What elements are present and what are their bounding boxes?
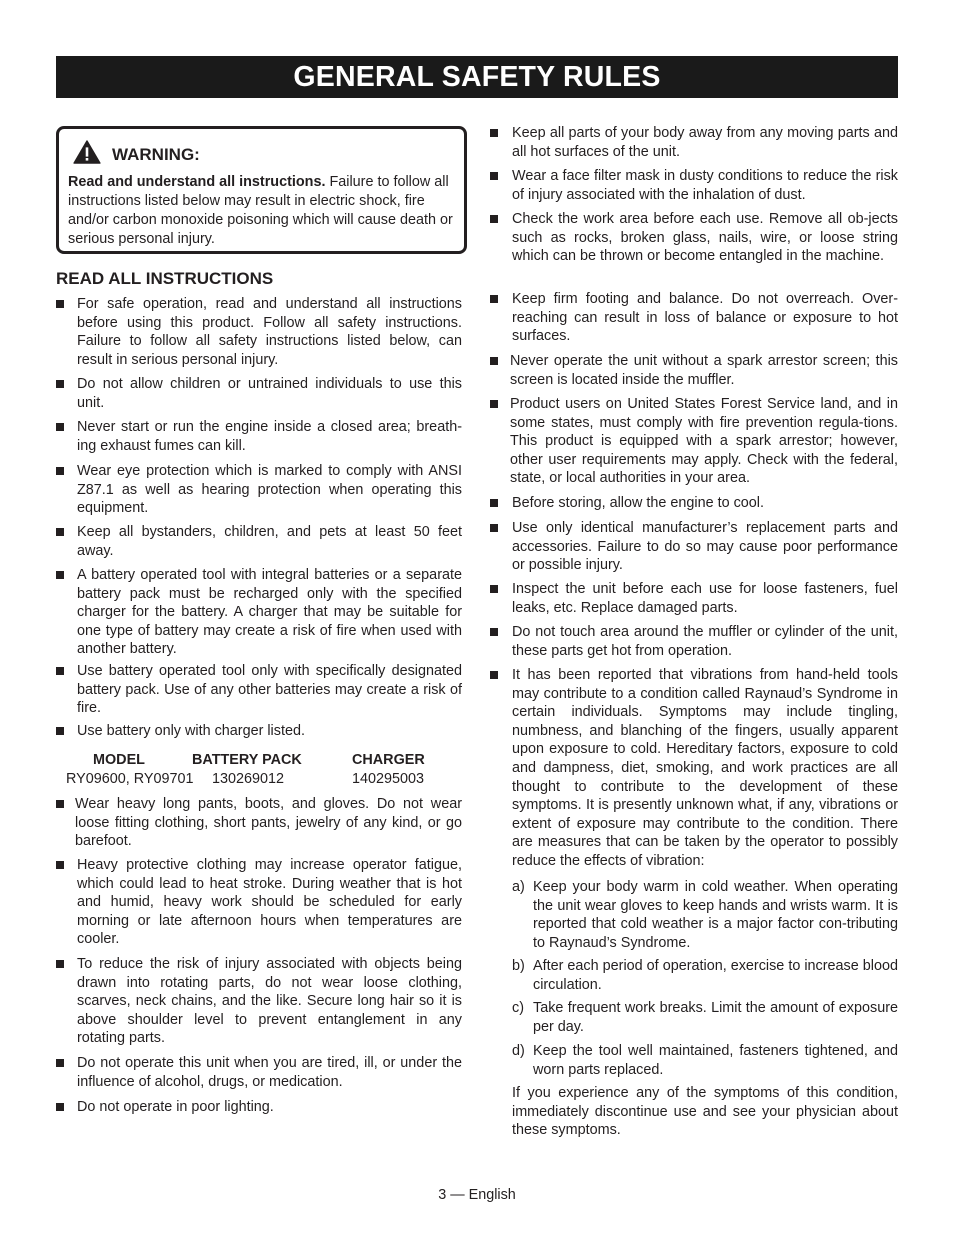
bullet-square-icon bbox=[56, 467, 64, 475]
sub-list-text: Keep the tool well maintained, fasteners tightened, and worn parts replaced. bbox=[533, 1043, 898, 1078]
list-item: Wear heavy long pants, boots, and gloves. Do not wear loose fitting clothing, short pants, jewelry of any kind, or go barefoot. bbox=[56, 795, 462, 851]
warning-title: WARNING: bbox=[112, 145, 200, 164]
list-item: Keep firm footing and balance. Do not overreach. Over-reaching can result in loss of balance or exposure to hot surfaces. bbox=[490, 290, 898, 346]
section-heading: READ ALL INSTRUCTIONS bbox=[56, 269, 274, 288]
sub-list-label: c) bbox=[512, 1000, 524, 1016]
list-item: Product users on United States Forest Service land, and in some states, must comply with fire prevention regula-tions. This product is equipped with a spark arrestor; however, other user requirements may apply. Check with the federal, state, or local authorities in your area. bbox=[490, 395, 898, 488]
sub-list-item bbox=[512, 999, 898, 1036]
table-cell-charger: 140295003 bbox=[352, 771, 425, 787]
bullet-square-icon bbox=[490, 499, 498, 507]
bullet-square-icon bbox=[56, 423, 64, 431]
sub-list-item bbox=[512, 957, 898, 994]
bullet-square-icon bbox=[490, 585, 498, 593]
sub-list-label: a) bbox=[512, 879, 525, 895]
sub-list-label: b) bbox=[512, 958, 525, 974]
bullet-square-icon bbox=[490, 671, 498, 679]
bullet-square-icon bbox=[490, 172, 498, 180]
list-item: For safe operation, read and understand all instructions before using this product. Follow all safety instructions. Failure to follow all safety instructions listed below, can result in serious personal injury. bbox=[56, 295, 462, 369]
warning-box bbox=[56, 126, 467, 254]
page-footer: 3 — English bbox=[438, 1187, 516, 1203]
sub-list-text: Keep your body warm in cold weather. When operating the unit wear gloves to keep hands and wrists warm. It is reported that cold weather is a major factor con-tributing to Raynaud’s Syndrome. bbox=[533, 879, 898, 951]
warning-bold-text: Read and understand all instructions. bbox=[68, 174, 326, 190]
list-item: Use battery only with charger listed. bbox=[56, 722, 462, 741]
closing-paragraph: If you experience any of the symptoms of this condition, immediately discontinue use and see your physician about these symptoms. bbox=[512, 1085, 898, 1139]
table-cell-model: RY09600, RY09701 bbox=[66, 771, 194, 787]
list-item: Keep all parts of your body away from any moving parts and all hot surfaces of the unit. bbox=[490, 124, 898, 161]
list-item: A battery operated tool with integral batteries or a separate battery pack must be recharged only with the specified charger for the battery. A charger that may be suitable for one type of battery may create a risk of fire when used with another battery. bbox=[56, 566, 462, 659]
list-item: Do not operate this unit when you are tired, ill, or under the influence of alcohol, drugs, or medication. bbox=[56, 1054, 462, 1091]
bullet-square-icon bbox=[56, 800, 64, 808]
list-item: Do not operate in poor lighting. bbox=[56, 1098, 462, 1117]
list-item: Use only identical manufacturer’s replacement parts and accessories. Failure to do so may cause poor performance or possible injury. bbox=[490, 519, 898, 575]
sub-list-item bbox=[512, 1042, 898, 1079]
sub-list-label: d) bbox=[512, 1043, 525, 1059]
bullet-square-icon bbox=[56, 727, 64, 735]
list-item: Keep all bystanders, children, and pets at least 50 feet away. bbox=[56, 523, 462, 560]
bullet-square-icon bbox=[490, 628, 498, 636]
warning-text bbox=[68, 173, 454, 249]
list-item: It has been reported that vibrations from hand-held tools may contribute to a condition called Raynaud’s Syndrome in certain individuals. Symptoms may include tingling, numbness, and blanching of the fingers, usually apparent upon exposure to cold. Hereditary factors, exposure to cold and dampness, diet, smoking, and work practices are all thought to contribute to the development of these symptoms. It is presently unknown what, if any, vibrations or extent of exposure may contribute to the condition. There are measures that can be taken by the operator to possibly reduce the effects of vibration: bbox=[490, 666, 898, 871]
warning-triangle-icon bbox=[72, 140, 102, 164]
bullet-square-icon bbox=[56, 1103, 64, 1111]
list-item: Do not touch area around the muffler or cylinder of the unit, these parts get hot from operation. bbox=[490, 623, 898, 660]
table-header-battery-pack: BATTERY PACK bbox=[192, 752, 302, 768]
bullet-square-icon bbox=[490, 215, 498, 223]
list-item: Never start or run the engine inside a closed area; breath-ing exhaust fumes can kill. bbox=[56, 418, 462, 455]
bullet-square-icon bbox=[56, 667, 64, 675]
list-item: To reduce the risk of injury associated with objects being drawn into rotating parts, do not wear loose clothing, scarves, neck chains, and the like. Secure long hair so it is above shoulder level to prevent entanglement in any rotating parts. bbox=[56, 955, 462, 1048]
bullet-square-icon bbox=[56, 380, 64, 388]
bullet-square-icon bbox=[56, 528, 64, 536]
list-item: Before storing, allow the engine to cool. bbox=[490, 494, 898, 513]
bullet-square-icon bbox=[56, 300, 64, 308]
bullet-square-icon bbox=[56, 861, 64, 869]
list-item: Wear a face filter mask in dusty conditions to reduce the risk of injury associated with the inhalation of dust. bbox=[490, 167, 898, 204]
warning-header bbox=[68, 142, 454, 168]
bullet-square-icon bbox=[490, 400, 498, 408]
bullet-square-icon bbox=[490, 357, 498, 365]
list-item: Use battery operated tool only with specifically designated battery pack. Use of any other batteries may create a risk of fire. bbox=[56, 662, 462, 718]
page-title: GENERAL SAFETY RULES bbox=[56, 56, 898, 98]
list-item: Never operate the unit without a spark arrestor screen; this screen is located inside the muffler. bbox=[490, 352, 898, 389]
sub-list-text: Take frequent work breaks. Limit the amount of exposure per day. bbox=[533, 1000, 898, 1035]
list-item: Inspect the unit before each use for loose fasteners, fuel leaks, etc. Replace damaged parts. bbox=[490, 580, 898, 617]
list-item: Do not allow children or untrained individuals to use this unit. bbox=[56, 375, 462, 412]
bullet-square-icon bbox=[490, 524, 498, 532]
list-item: Heavy protective clothing may increase operator fatigue, which could lead to heat stroke. During weather that is hot and humid, heavy work should be scheduled for early morning or late afternoon hours when temperatures are cooler. bbox=[56, 856, 462, 949]
sub-list-text: After each period of operation, exercise to increase blood circulation. bbox=[533, 958, 898, 993]
bullet-square-icon bbox=[490, 295, 498, 303]
bullet-square-icon bbox=[56, 960, 64, 968]
table-header-model: MODEL bbox=[93, 752, 145, 768]
table-cell-battery-pack: 130269012 bbox=[212, 771, 285, 787]
list-item: Check the work area before each use. Remove all ob-jects such as rocks, broken glass, nails, wire, or loose string which can be thrown or become entangled in the machine. bbox=[490, 210, 898, 266]
sub-list-item bbox=[512, 878, 898, 952]
warning-body-text: Failure to follow all instructions listed below may result in electric shock, fire and/or carbon monoxide poisoning which will cause death or serious personal injury. bbox=[68, 174, 453, 247]
bullet-square-icon bbox=[490, 129, 498, 137]
table-header-charger: CHARGER bbox=[352, 752, 425, 768]
list-item: Wear eye protection which is marked to comply with ANSI Z87.1 as well as hearing protection when operating this equipment. bbox=[56, 462, 462, 518]
bullet-square-icon bbox=[56, 1059, 64, 1067]
bullet-square-icon bbox=[56, 571, 64, 579]
